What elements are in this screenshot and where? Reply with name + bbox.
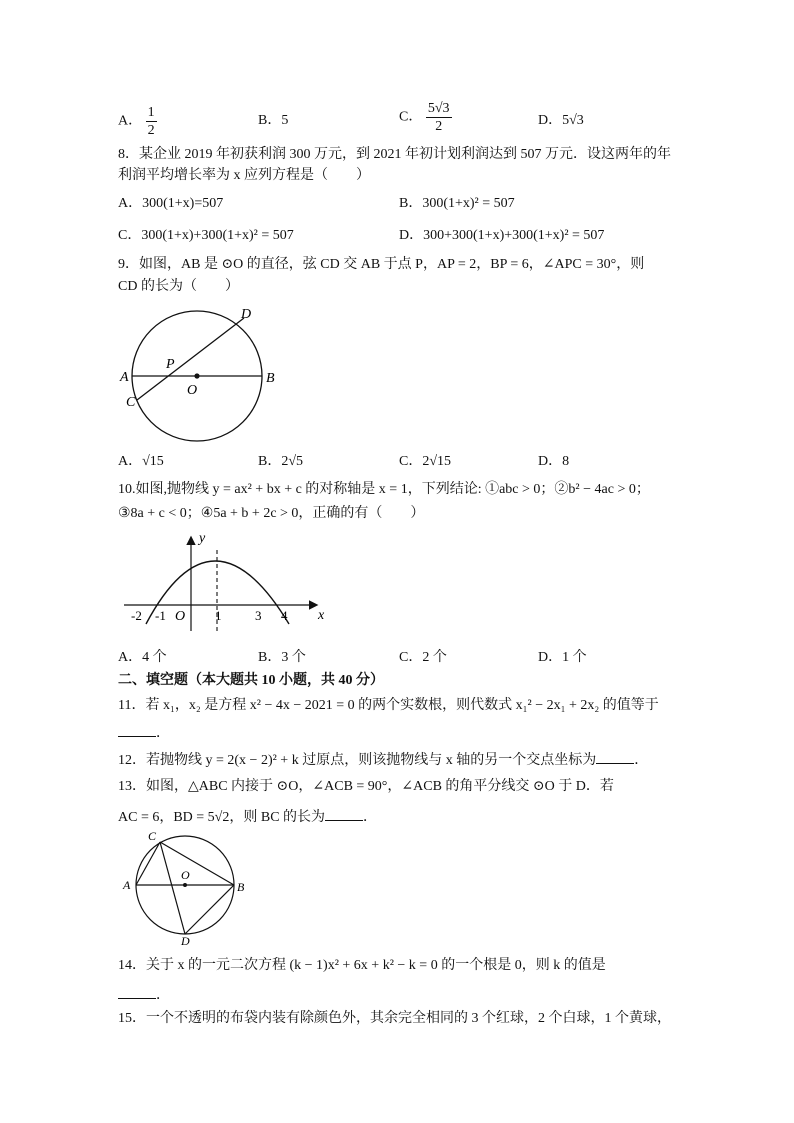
q9-circle-figure [115,303,290,443]
q10-option-c: C．2 个 [399,650,447,665]
q13-circle-figure [118,828,248,946]
q9-label-p: P [166,357,175,372]
q10-tick-1: 1 [215,608,222,623]
q13-label-a: A [123,878,131,892]
q14-stem-line1: 14．关于 x 的一元二次方程 (k − 1)x² + 6x + k² − k = 0 的一个根是 0，则 k 的值是 [118,958,606,973]
q10-option-a: A．4 个 [118,650,167,665]
q13-label-d: D [181,934,190,946]
q15-stem-line1: 15．一个不透明的布袋内装有除颜色外，其余完全相同的 3 个红球，2 个白球，1 个黄球， [118,1011,671,1026]
q8-option-b: B．300(1+x)² = 507 [399,196,515,211]
q10-stem-line1: 10.如图,抛物线 y = ax² + bx + c 的对称轴是 x = 1，下列结论: ①abc > 0；②b² − 4ac > 0； [118,482,650,497]
q8-stem-line2: 利润平均增长率为 x 应列方程是（ ） [118,168,370,183]
q10-label-origin: O [175,609,186,624]
q8-option-a: A．300(1+x)=507 [118,196,224,211]
q8-option-c: C．300(1+x)+300(1+x)² = 507 [118,228,294,243]
q9-option-a: A．√15 [118,454,164,469]
q11-answer-blank[interactable] [118,722,156,737]
q10-label-y: y [199,531,206,546]
q9-option-d: D．8 [538,454,570,469]
q12-stem: 12．若抛物线 y = 2(x − 2)² + k 过原点，则该抛物线与 x 轴的另一个交点坐标为 ． [118,749,648,770]
q9-label-c: C [126,395,136,410]
q13-label-c: C [148,829,157,843]
q7-option-a: A． $\frac{1}{2}$ [118,105,155,138]
q9-option-b: B．2√5 [258,454,304,469]
q10-tick-4: 4 [281,608,288,623]
q10-option-d: D．1 个 [538,650,587,665]
q9-center-dot [194,373,199,378]
q13-side-ac [136,842,160,885]
q13-stem-line2: AC = 6，BD = 5√2，则 BC 的长为 ． [118,806,377,827]
q13-side-cb [160,842,234,885]
q10-tick-3: 3 [255,608,262,623]
q8-option-d: D．300+300(1+x)+300(1+x)² = 507 [399,228,605,243]
q7-option-b: B．5 [258,113,289,128]
q7-option-c: C． $\frac{5√3}{2}$ [399,101,450,134]
q7-option-d: D．5√3 [538,113,584,128]
q9-label-d: D [241,307,252,322]
q14-answer-blank[interactable] [118,984,156,999]
q10-parabola-figure [118,528,338,638]
q13-center-dot [183,883,187,887]
q9-stem-line1: 9．如图，AB 是 ⊙O 的直径，弦 CD 交 AB 于点 P，AP = 2，BP = 6，∠APC = 30°，则 [118,257,645,272]
q13-label-b: B [237,880,245,894]
q8-stem-line1: 8．某企业 2019 年初获利润 300 万元，到 2021 年初计划利润达到 507 万元．设这两年的年 [118,147,671,162]
q10-stem-line2: ③8a + c < 0；④5a + b + 2c > 0，正确的有（ ） [118,506,425,521]
q11-answer-line: ． [118,722,170,743]
q13-segment-bd [185,885,234,934]
q13-answer-blank[interactable] [325,806,363,821]
q11-stem-line1: 11．若 x₁，x₂ 是方程 x² − 4x − 2021 = 0 的两个实数根，则代数式 x₁² − 2x₁ + 2x₂ 的值等于 [118,698,659,713]
q13-bisector-cd [160,842,185,934]
q10-label-x: x [318,608,325,623]
q14-answer-line: ． [118,984,170,1005]
q10-option-b: B．3 个 [258,650,306,665]
q13-label-o: O [181,868,190,882]
q12-answer-blank[interactable] [596,749,634,764]
q9-label-b: B [266,371,275,386]
q9-label-a: A [120,370,129,385]
q9-option-c: C．2√15 [399,454,452,469]
q9-stem-line2: CD 的长为（ ） [118,279,239,294]
section-heading-fill-blank: 二、填空题（本大题共 10 小题，共 40 分） [118,673,384,688]
q10-tick-minus2: -2 [131,608,142,623]
q13-stem-line1: 13．如图，△ABC 内接于 ⊙O，∠ACB = 90°，∠ACB 的角平分线交 ⊙O 于 D．若 [118,779,614,794]
q9-label-o: O [187,383,198,398]
q10-tick-minus1: -1 [155,608,166,623]
